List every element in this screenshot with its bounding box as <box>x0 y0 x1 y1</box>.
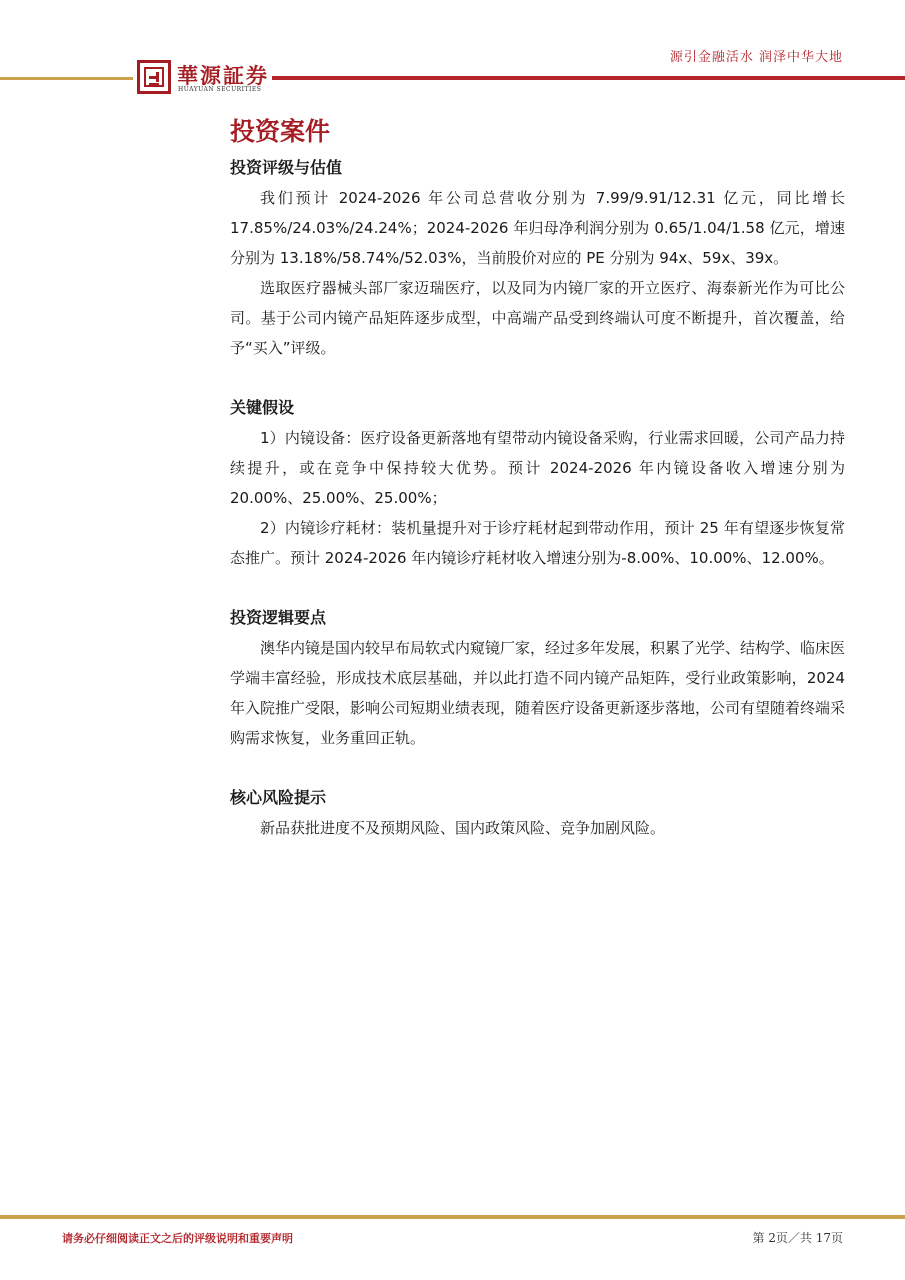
section-paragraph: 澳华内镜是国内较早布局软式内窥镜厂家，经过多年发展，积累了光学、结构学、临床医学端丰富经验，形成技术底层基础，并以此打造不同内镜产品矩阵，受行业政策影响，2024 年入院推广受限，影响公司短期业绩表现，随着医疗设备更新逐步落地，公司有望随着终端采购需求恢复，业务重回正轨。 <box>230 639 846 747</box>
header-rule-red <box>272 76 905 80</box>
page-title: 投资案件 <box>230 117 331 146</box>
header-rule-gold <box>0 77 133 80</box>
section-paragraph: 1）内镜设备：医疗设备更新落地有望带动内镜设备采购，行业需求回暖，公司产品力持续提升，或在竞争中保持较大优势。预计 2024-2026 年内镜设备收入增速分别为 20.00%、25.00%、25.00%； <box>230 429 845 507</box>
section-paragraph: 我们预计 2024-2026 年公司总营收分别为 7.99/9.91/12.31 亿元，同比增长 17.85%/24.03%/24.24%；2024-2026 年归母净利润分别为 0.65/1.04/1.58 亿元，增速分别为 13.18%/58.74%/52.03%，当前股价对应的 PE 分别为 94x、59x、39x。 <box>230 189 845 267</box>
company-logo-name: 華源証券 <box>177 63 269 88</box>
footer-disclaimer: 请务必仔细阅读正文之后的评级说明和重要声明 <box>62 1232 293 1245</box>
section-logic <box>230 603 845 753</box>
huayuan-logo-icon <box>137 60 171 94</box>
section-paragraph: 选取医疗器械头部厂家迈瑞医疗，以及同为内镜厂家的开立医疗、海泰新光作为可比公司。基于公司内镜产品矩阵逐步成型，中高端产品受到终端认可度不断提升，首次覆盖，给予“买入”评级。 <box>230 279 845 357</box>
section-heading: 关键假设 <box>230 398 295 417</box>
page-header <box>0 0 905 100</box>
section-heading: 核心风险提示 <box>230 788 327 807</box>
footer-rule <box>0 1215 905 1219</box>
section-heading: 投资逻辑要点 <box>230 608 327 627</box>
section-paragraph: 新品获批进度不及预期风险、国内政策风险、竞争加剧风险。 <box>260 819 666 837</box>
page-number: 第 2页／共 17页 <box>752 1231 843 1245</box>
section-rating <box>230 153 845 363</box>
section-risks <box>230 783 845 843</box>
section-heading: 投资评级与估值 <box>230 158 343 177</box>
section-assumptions <box>230 393 845 573</box>
header-slogan: 源引金融活水 润泽中华大地 <box>669 50 843 65</box>
section-paragraph: 2）内镜诊疗耗材：装机量提升对于诊疗耗材起到带动作用，预计 25 年有望逐步恢复常态推广。预计 2024-2026 年内镜诊疗耗材收入增速分别为-8.00%、10.00%、12.00%。 <box>230 519 845 567</box>
company-logo-subtitle: HUAYUAN SECURITIES <box>178 86 262 93</box>
main-content <box>230 113 845 843</box>
